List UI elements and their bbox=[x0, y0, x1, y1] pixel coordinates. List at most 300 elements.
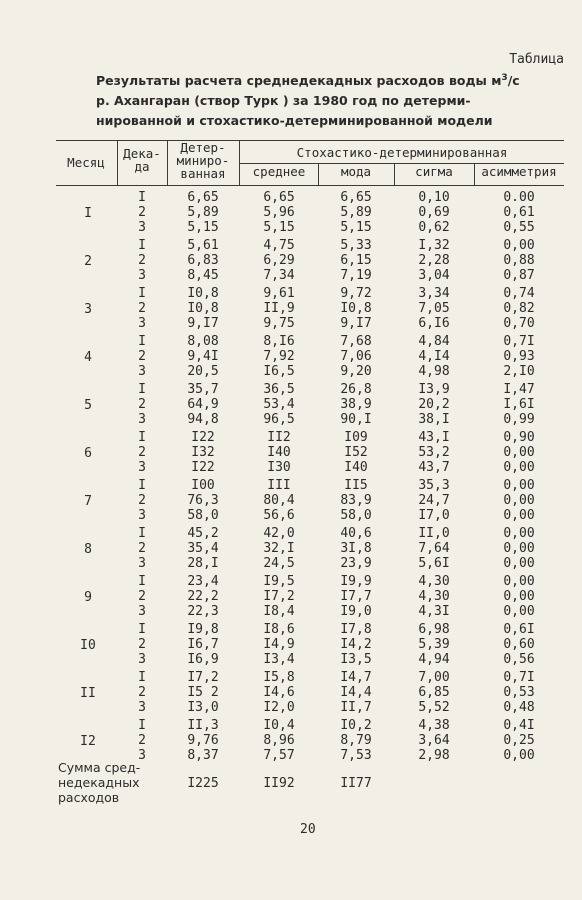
header-stochastic: Стохастико-детерминированная bbox=[296, 145, 508, 160]
cell-asymmetry: 0,74 bbox=[503, 286, 535, 301]
cell-asymmetry: 0,70 bbox=[503, 316, 535, 331]
cell-month: 2 bbox=[84, 254, 92, 269]
cell-decade: 2 bbox=[138, 685, 146, 700]
cell-mean: 5,96 bbox=[263, 205, 295, 220]
cell-mean: 6,65 bbox=[263, 190, 295, 205]
cell-deterministic: 6,83 bbox=[187, 253, 219, 268]
cell-mode: 6,65 bbox=[340, 190, 372, 205]
table-row bbox=[56, 478, 564, 493]
cell-deterministic: 22,3 bbox=[187, 604, 219, 619]
cell-sigma: 4,94 bbox=[418, 652, 450, 667]
cell-asymmetry: 0,25 bbox=[503, 733, 535, 748]
cell-decade: I bbox=[138, 190, 146, 205]
cell-decade: 2 bbox=[138, 205, 146, 220]
header-divider bbox=[318, 163, 319, 185]
cell-mean: 56,6 bbox=[263, 508, 295, 523]
table-row bbox=[56, 589, 564, 604]
cell-asymmetry: 0,61 bbox=[503, 205, 535, 220]
cell-mode: 5,15 bbox=[340, 220, 372, 235]
month-group bbox=[56, 526, 564, 574]
cell-decade: 2 bbox=[138, 541, 146, 556]
table-row bbox=[56, 316, 564, 331]
cell-sigma: 4,3I bbox=[418, 604, 450, 619]
cell-sigma: 43,I bbox=[418, 430, 450, 445]
month-group bbox=[56, 190, 564, 238]
table-row bbox=[56, 412, 564, 427]
cell-sigma: 4,98 bbox=[418, 364, 450, 379]
cell-deterministic: 28,I bbox=[187, 556, 219, 571]
cell-sigma: 38,I bbox=[418, 412, 450, 427]
table-row bbox=[56, 334, 564, 349]
table-row bbox=[56, 508, 564, 523]
cell-mean: I3,4 bbox=[263, 652, 295, 667]
cell-mean: I8,4 bbox=[263, 604, 295, 619]
cell-month: 7 bbox=[84, 494, 92, 509]
cell-mean: I4,9 bbox=[263, 637, 295, 652]
cell-sigma: 4,38 bbox=[418, 718, 450, 733]
month-group bbox=[56, 478, 564, 526]
cell-sigma: 4,I4 bbox=[418, 349, 450, 364]
title-line-1: Результаты расчета среднедекадных расходов воды $м^3/с$ bbox=[96, 73, 520, 89]
cell-sigma: 2,98 bbox=[418, 748, 450, 763]
table-row bbox=[56, 397, 564, 412]
cell-asymmetry: 0,93 bbox=[503, 349, 535, 364]
cell-sigma: 7,05 bbox=[418, 301, 450, 316]
table-row bbox=[56, 220, 564, 235]
table-row bbox=[56, 604, 564, 619]
cell-sigma: 0,62 bbox=[418, 220, 450, 235]
cell-asymmetry: 0,00 bbox=[503, 604, 535, 619]
table-row bbox=[56, 382, 564, 397]
cell-mode: I7,7 bbox=[340, 589, 372, 604]
cell-deterministic: I7,2 bbox=[187, 670, 219, 685]
cell-sigma: II,0 bbox=[418, 526, 450, 541]
cell-sigma: I3,9 bbox=[418, 382, 450, 397]
cell-sigma: 5,6I bbox=[418, 556, 450, 571]
cell-deterministic: I5 2 bbox=[187, 685, 219, 700]
cell-sigma: 3,04 bbox=[418, 268, 450, 283]
cell-decade: I bbox=[138, 526, 146, 541]
cell-mean: 53,4 bbox=[263, 397, 295, 412]
cell-decade: 2 bbox=[138, 733, 146, 748]
cell-mean: I7,2 bbox=[263, 589, 295, 604]
header-mean: среднее bbox=[252, 164, 306, 179]
cell-mode: 9,I7 bbox=[340, 316, 372, 331]
cell-mode: 6,15 bbox=[340, 253, 372, 268]
cell-decade: I bbox=[138, 478, 146, 493]
cell-decade: 3 bbox=[138, 652, 146, 667]
cell-asymmetry: 0,60 bbox=[503, 637, 535, 652]
cell-deterministic: 64,9 bbox=[187, 397, 219, 412]
month-group bbox=[56, 286, 564, 334]
cell-asymmetry: 0,00 bbox=[503, 748, 535, 763]
cell-mode: 7,19 bbox=[340, 268, 372, 283]
cell-asymmetry: 0,4I bbox=[503, 718, 535, 733]
cell-deterministic: 6,65 bbox=[187, 190, 219, 205]
cell-decade: 3 bbox=[138, 220, 146, 235]
cell-mean: I5,8 bbox=[263, 670, 295, 685]
cell-month: 3 bbox=[84, 302, 92, 317]
cell-month: I0 bbox=[80, 638, 96, 653]
cell-mode: I52 bbox=[344, 445, 368, 460]
cell-mode: I7,8 bbox=[340, 622, 372, 637]
cell-decade: 2 bbox=[138, 301, 146, 316]
cell-mean: I2,0 bbox=[263, 700, 295, 715]
cell-deterministic: 5,61 bbox=[187, 238, 219, 253]
cell-mode: 9,72 bbox=[340, 286, 372, 301]
cell-sigma: 6,I6 bbox=[418, 316, 450, 331]
cell-decade: 3 bbox=[138, 700, 146, 715]
cell-decade: 2 bbox=[138, 397, 146, 412]
month-group bbox=[56, 334, 564, 382]
table-row bbox=[56, 685, 564, 700]
cell-sigma: 35,3 bbox=[418, 478, 450, 493]
cell-asymmetry: 0,53 bbox=[503, 685, 535, 700]
cell-mean: I8,6 bbox=[263, 622, 295, 637]
cell-asymmetry: 0,90 bbox=[503, 430, 535, 445]
table-row bbox=[56, 430, 564, 445]
cell-sigma: I,32 bbox=[418, 238, 450, 253]
cell-asymmetry: 0,00 bbox=[503, 589, 535, 604]
header-mode: мода bbox=[340, 164, 372, 179]
cell-mean: 36,5 bbox=[263, 382, 295, 397]
header-sigma: сигма bbox=[415, 164, 453, 179]
sum-deterministic: I225 bbox=[187, 776, 219, 791]
cell-sigma: 7,64 bbox=[418, 541, 450, 556]
sum-mean: II92 bbox=[263, 776, 295, 791]
cell-deterministic: I22 bbox=[191, 430, 215, 445]
table-row bbox=[56, 574, 564, 589]
cell-asymmetry: 0,48 bbox=[503, 700, 535, 715]
cell-asymmetry: 0,88 bbox=[503, 253, 535, 268]
cell-deterministic: 9,4I bbox=[187, 349, 219, 364]
cell-sigma: 3,64 bbox=[418, 733, 450, 748]
cell-deterministic: 58,0 bbox=[187, 508, 219, 523]
cell-mode: II,7 bbox=[340, 700, 372, 715]
header-divider bbox=[167, 141, 168, 185]
cell-mode: I0,8 bbox=[340, 301, 372, 316]
table-row bbox=[56, 718, 564, 733]
cell-decade: 3 bbox=[138, 268, 146, 283]
cell-asymmetry: 0,00 bbox=[503, 460, 535, 475]
table-label: Таблица bbox=[509, 52, 564, 67]
cell-decade: 3 bbox=[138, 412, 146, 427]
cell-decade: I bbox=[138, 334, 146, 349]
header-month: Месяц bbox=[67, 155, 105, 170]
sum-mode: II77 bbox=[340, 776, 372, 791]
month-group bbox=[56, 574, 564, 622]
cell-sigma: 2,28 bbox=[418, 253, 450, 268]
table-row bbox=[56, 190, 564, 205]
cell-mean: 8,I6 bbox=[263, 334, 295, 349]
cell-deterministic: I22 bbox=[191, 460, 215, 475]
cell-asymmetry: 0,00 bbox=[503, 445, 535, 460]
cell-mode: I9,0 bbox=[340, 604, 372, 619]
cell-deterministic: I6,9 bbox=[187, 652, 219, 667]
cell-asymmetry: 0,7I bbox=[503, 334, 535, 349]
table-row bbox=[56, 670, 564, 685]
header-subdivider bbox=[239, 163, 564, 164]
cell-decade: 2 bbox=[138, 445, 146, 460]
cell-mean: I6,5 bbox=[263, 364, 295, 379]
cell-sigma: 7,00 bbox=[418, 670, 450, 685]
cell-decade: 3 bbox=[138, 604, 146, 619]
cell-mode: 90,I bbox=[340, 412, 372, 427]
cell-mean: 9,61 bbox=[263, 286, 295, 301]
cell-deterministic: 9,I7 bbox=[187, 316, 219, 331]
cell-mode: I09 bbox=[344, 430, 368, 445]
cell-mode: 40,6 bbox=[340, 526, 372, 541]
cell-mean: I30 bbox=[267, 460, 291, 475]
header-divider bbox=[117, 141, 118, 185]
table-row bbox=[56, 733, 564, 748]
cell-month: I2 bbox=[80, 734, 96, 749]
cell-mean: I4,6 bbox=[263, 685, 295, 700]
table-row bbox=[56, 349, 564, 364]
table-row bbox=[56, 556, 564, 571]
cell-sigma: 0,10 bbox=[418, 190, 450, 205]
cell-asymmetry: 0,00 bbox=[503, 508, 535, 523]
cell-deterministic: 8,37 bbox=[187, 748, 219, 763]
cell-mode: 23,9 bbox=[340, 556, 372, 571]
table-row bbox=[56, 364, 564, 379]
cell-mean: 96,5 bbox=[263, 412, 295, 427]
cell-mode: I4,7 bbox=[340, 670, 372, 685]
cell-sigma: 43,7 bbox=[418, 460, 450, 475]
cell-decade: 2 bbox=[138, 637, 146, 652]
cell-mean: 7,57 bbox=[263, 748, 295, 763]
cell-asymmetry: 0,00 bbox=[503, 478, 535, 493]
cell-decade: 2 bbox=[138, 493, 146, 508]
cell-sigma: I7,0 bbox=[418, 508, 450, 523]
cell-mode: 7,06 bbox=[340, 349, 372, 364]
cell-deterministic: 35,7 bbox=[187, 382, 219, 397]
cell-mean: I9,5 bbox=[263, 574, 295, 589]
page-number: 20 bbox=[300, 822, 316, 837]
cell-mode: 8,79 bbox=[340, 733, 372, 748]
title-line-3: нированной и стохастико-детерминированной модели bbox=[96, 113, 493, 129]
cell-month: 4 bbox=[84, 350, 92, 365]
table-row bbox=[56, 700, 564, 715]
cell-mean: 32,I bbox=[263, 541, 295, 556]
cell-mean: I0,4 bbox=[263, 718, 295, 733]
cell-mean: 8,96 bbox=[263, 733, 295, 748]
cell-mean: 5,15 bbox=[263, 220, 295, 235]
cell-decade: I bbox=[138, 574, 146, 589]
month-group bbox=[56, 622, 564, 670]
header-divider bbox=[474, 163, 475, 185]
month-group bbox=[56, 382, 564, 430]
cell-decade: I bbox=[138, 718, 146, 733]
cell-asymmetry: I,47 bbox=[503, 382, 535, 397]
cell-deterministic: 35,4 bbox=[187, 541, 219, 556]
table-row bbox=[56, 652, 564, 667]
cell-sigma: 5,39 bbox=[418, 637, 450, 652]
cell-deterministic: II,3 bbox=[187, 718, 219, 733]
cell-mean: II,9 bbox=[263, 301, 295, 316]
month-group bbox=[56, 670, 564, 718]
cell-mode: 58,0 bbox=[340, 508, 372, 523]
cell-sigma: 53,2 bbox=[418, 445, 450, 460]
cell-deterministic: I0,8 bbox=[187, 286, 219, 301]
table-title bbox=[96, 68, 556, 131]
cell-asymmetry: 0,87 bbox=[503, 268, 535, 283]
cell-decade: 2 bbox=[138, 253, 146, 268]
table-row bbox=[56, 238, 564, 253]
cell-decade: 3 bbox=[138, 316, 146, 331]
cell-deterministic: 8,08 bbox=[187, 334, 219, 349]
cell-asymmetry: 0.00 bbox=[503, 190, 535, 205]
header-deterministic: Детер- миниро- ванная bbox=[176, 140, 230, 181]
cell-deterministic: 9,76 bbox=[187, 733, 219, 748]
cell-asymmetry: 0,7I bbox=[503, 670, 535, 685]
table-row bbox=[56, 253, 564, 268]
table-row bbox=[56, 460, 564, 475]
cell-mode: I4,2 bbox=[340, 637, 372, 652]
cell-decade: 3 bbox=[138, 508, 146, 523]
cell-mode: 26,8 bbox=[340, 382, 372, 397]
cell-mode: 7,53 bbox=[340, 748, 372, 763]
sum-label: Сумма сред- недекадных расходов bbox=[58, 760, 141, 805]
cell-month: 9 bbox=[84, 590, 92, 605]
cell-decade: 3 bbox=[138, 748, 146, 763]
table-row bbox=[56, 301, 564, 316]
cell-deterministic: I32 bbox=[191, 445, 215, 460]
cell-mean: II2 bbox=[267, 430, 291, 445]
header-decade: Дека- да bbox=[123, 146, 161, 174]
cell-mode: 7,68 bbox=[340, 334, 372, 349]
cell-sigma: 3,34 bbox=[418, 286, 450, 301]
cell-asymmetry: 0,56 bbox=[503, 652, 535, 667]
month-group bbox=[56, 718, 564, 766]
table-row bbox=[56, 541, 564, 556]
cell-mean: I40 bbox=[267, 445, 291, 460]
table-header bbox=[56, 140, 564, 186]
table-row bbox=[56, 526, 564, 541]
cell-month: 5 bbox=[84, 398, 92, 413]
cell-sigma: 0,69 bbox=[418, 205, 450, 220]
cell-mean: 7,92 bbox=[263, 349, 295, 364]
cell-asymmetry: 0,6I bbox=[503, 622, 535, 637]
cell-month: I bbox=[84, 206, 92, 221]
cell-mean: 6,29 bbox=[263, 253, 295, 268]
header-divider bbox=[394, 163, 395, 185]
cell-mean: III bbox=[267, 478, 291, 493]
cell-month: 8 bbox=[84, 542, 92, 557]
cell-mean: 7,34 bbox=[263, 268, 295, 283]
cell-asymmetry: 0,55 bbox=[503, 220, 535, 235]
cell-deterministic: 94,8 bbox=[187, 412, 219, 427]
cell-deterministic: I9,8 bbox=[187, 622, 219, 637]
cell-deterministic: 76,3 bbox=[187, 493, 219, 508]
cell-sigma: 6,85 bbox=[418, 685, 450, 700]
cell-mode: I4,4 bbox=[340, 685, 372, 700]
month-group bbox=[56, 430, 564, 478]
cell-asymmetry: 0,00 bbox=[503, 526, 535, 541]
cell-deterministic: I0,8 bbox=[187, 301, 219, 316]
cell-mode: 5,33 bbox=[340, 238, 372, 253]
cell-decade: 3 bbox=[138, 556, 146, 571]
cell-decade: 2 bbox=[138, 349, 146, 364]
table-row bbox=[56, 286, 564, 301]
cell-deterministic: 22,2 bbox=[187, 589, 219, 604]
cell-month: 6 bbox=[84, 446, 92, 461]
cell-mean: 42,0 bbox=[263, 526, 295, 541]
cell-deterministic: 45,2 bbox=[187, 526, 219, 541]
cell-mode: 5,89 bbox=[340, 205, 372, 220]
cell-deterministic: I3,0 bbox=[187, 700, 219, 715]
cell-mode: 83,9 bbox=[340, 493, 372, 508]
cell-mode: I40 bbox=[344, 460, 368, 475]
cell-asymmetry: 0,00 bbox=[503, 238, 535, 253]
cell-sigma: 6,98 bbox=[418, 622, 450, 637]
cell-sigma: 20,2 bbox=[418, 397, 450, 412]
cell-decade: I bbox=[138, 238, 146, 253]
cell-mode: 9,20 bbox=[340, 364, 372, 379]
cell-decade: I bbox=[138, 286, 146, 301]
cell-month: II bbox=[80, 686, 96, 701]
cell-asymmetry: 0,82 bbox=[503, 301, 535, 316]
cell-mode: I0,2 bbox=[340, 718, 372, 733]
table-row bbox=[56, 622, 564, 637]
cell-mode: 3I,8 bbox=[340, 541, 372, 556]
cell-decade: 3 bbox=[138, 460, 146, 475]
results-table bbox=[56, 140, 564, 805]
month-group bbox=[56, 238, 564, 286]
cell-deterministic: 5,15 bbox=[187, 220, 219, 235]
header-asymmetry: асимметрия bbox=[481, 164, 557, 179]
cell-asymmetry: 0,00 bbox=[503, 541, 535, 556]
cell-decade: 3 bbox=[138, 364, 146, 379]
cell-asymmetry: 0,00 bbox=[503, 556, 535, 571]
cell-mode: I9,9 bbox=[340, 574, 372, 589]
cell-asymmetry: 0,00 bbox=[503, 493, 535, 508]
cell-asymmetry: 0,00 bbox=[503, 574, 535, 589]
cell-sigma: 4,30 bbox=[418, 589, 450, 604]
cell-sigma: 4,30 bbox=[418, 574, 450, 589]
cell-deterministic: I6,7 bbox=[187, 637, 219, 652]
cell-mean: 24,5 bbox=[263, 556, 295, 571]
table-row bbox=[56, 493, 564, 508]
cell-mean: 4,75 bbox=[263, 238, 295, 253]
cell-decade: I bbox=[138, 622, 146, 637]
cell-asymmetry: 2,I0 bbox=[503, 364, 535, 379]
title-line-2: р. Ахангаран (створ Турк ) за 1980 год по детерми- bbox=[96, 93, 471, 109]
cell-sigma: 4,84 bbox=[418, 334, 450, 349]
cell-mean: 9,75 bbox=[263, 316, 295, 331]
cell-deterministic: 5,89 bbox=[187, 205, 219, 220]
cell-asymmetry: I,6I bbox=[503, 397, 535, 412]
cell-mean: 80,4 bbox=[263, 493, 295, 508]
cell-decade: 2 bbox=[138, 589, 146, 604]
table-row bbox=[56, 205, 564, 220]
cell-deterministic: 23,4 bbox=[187, 574, 219, 589]
cell-sigma: 24,7 bbox=[418, 493, 450, 508]
table-row bbox=[56, 268, 564, 283]
cell-asymmetry: 0,99 bbox=[503, 412, 535, 427]
cell-decade: I bbox=[138, 382, 146, 397]
cell-sigma: 5,52 bbox=[418, 700, 450, 715]
cell-decade: I bbox=[138, 430, 146, 445]
cell-deterministic: 8,45 bbox=[187, 268, 219, 283]
cell-mode: 38,9 bbox=[340, 397, 372, 412]
cell-mode: II5 bbox=[344, 478, 368, 493]
cell-deterministic: 20,5 bbox=[187, 364, 219, 379]
table-row bbox=[56, 637, 564, 652]
cell-decade: I bbox=[138, 670, 146, 685]
cell-mode: I3,5 bbox=[340, 652, 372, 667]
cell-deterministic: I00 bbox=[191, 478, 215, 493]
